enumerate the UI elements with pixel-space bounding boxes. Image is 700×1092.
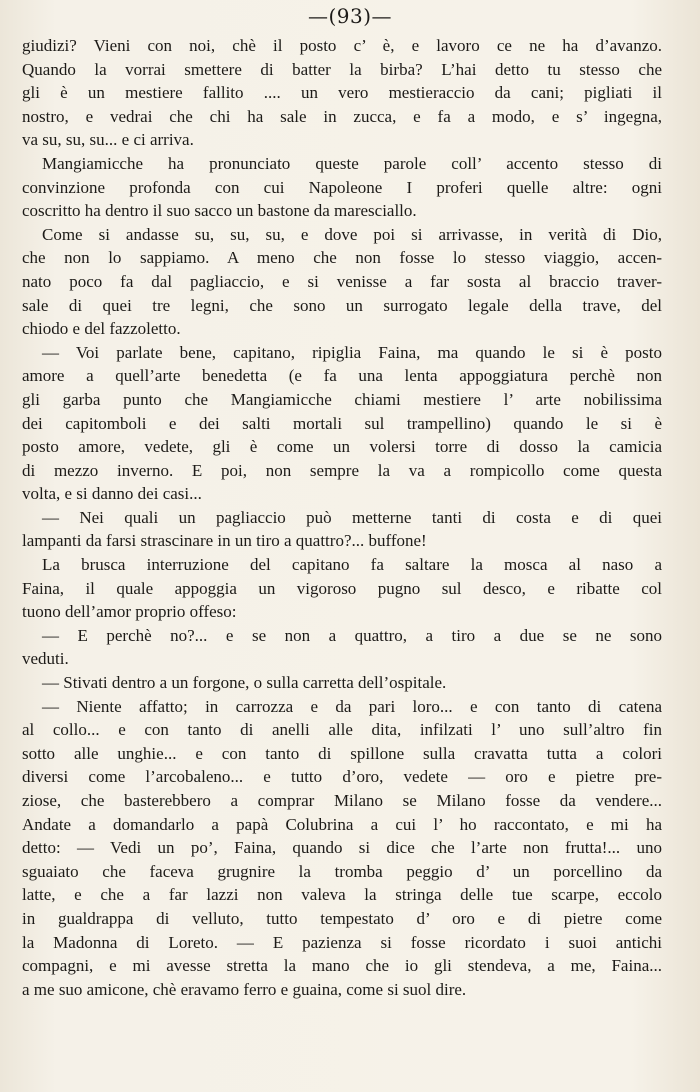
text-line: — Nei quali un pagliaccio può metterne tanti di costa e di quei [42,507,662,527]
text-line: gli è un mestiere fallito .... un vero mestieraccio da cani; pigliati il [22,83,662,103]
text-line: ziose, che basterebbero a comprar Milano se Milano fosse da vendere... [22,791,662,810]
text-line: latte, e che a far lazzi non valeva la stringa delle tue scarpe, eccolo [22,885,662,905]
text-line: sguaiato che faceva grugnire la tromba peggio d’ un porcellino da [22,861,662,881]
text-line: volta, e si danno dei casi... [22,484,202,504]
text-line: coscritto ha dentro il suo sacco un bastone da maresciallo. [22,201,417,221]
text-line: nato poco fa dal pagliaccio, e si venisse a far sosta al braccio traver- [22,271,662,291]
text-line: la Madonna di Loreto. — E pazienza si fosse ricordato i suoi antichi [22,932,662,952]
text-line: Faina, il quale appoggia un vigoroso pugno sul desco, e ribatte col [22,578,662,598]
text-line: al collo... e con tanto di anelli alle dita, infilzati l’ uno sull’altro fin [22,720,662,740]
text-line: Quando la vorrai smettere di batter la birba? L’hai detto tu stesso che [22,59,662,79]
text-line: — Stivati dentro a un forgone, o sulla carretta dell’ospitale. [42,673,447,693]
page-number: —(93)— [307,4,393,28]
text-line: gli garba punto che Mangiamicche chiami mestiere l’ arte nobilissima [22,389,662,409]
text-line: tuono dell’amor proprio offeso: [22,602,237,622]
text-line: Come si andasse su, su, su, e dove poi si arrivasse, in verità di Dio, [42,224,662,244]
text-line: in gualdrappa di velluto, tutto tempestato d’ oro e di pietre come [22,908,662,928]
text-line: posto amore, vedete, gli è come un volersi torre di dosso la camicia [22,437,662,457]
text-line: detto: — Vedi un po’, Faina, quando si dice che l’arte non frutta!... uno [22,838,662,858]
text-line: dei capitomboli e dei salti mortali sul trampellino) quando le si è [22,413,662,433]
text-line: diversi come l’arcobaleno... e tutto d’oro, vedete — oro e pietre pre- [22,767,662,787]
text-line: veduti. [22,649,69,669]
text-line: La brusca interruzione del capitano fa saltare la mosca al naso a [42,555,662,575]
text-line: nostro, e vedrai che chi ha sale in zucca, e fa a modo, e s’ ingegna, [22,106,662,126]
text-line: — Voi parlate bene, capitano, ripiglia Faina, ma quando le si è posto [42,342,662,362]
text-line: — Niente affatto; in carrozza e da pari loro... e con tanto di catena [42,696,662,716]
text-line: amore a quell’arte benedetta (e fa una lenta appoggiatura perchè non [22,366,662,386]
text-line: sotto alle unghie... e con tanto di spillone sulla cravatta tutta a colori [22,743,662,763]
text-line: sale di quei tre legni, che sono un surrogato legale della trave, del [22,295,662,315]
body-text [22,34,662,1001]
text-line: Mangiamicche ha pronunciato queste parole coll’ accento stesso di [42,153,662,173]
text-line: giudizi? Vieni con noi, chè il posto c’ è, e lavoro ce ne ha d’avanzo. [22,36,662,55]
text-line: di mezzo inverno. E poi, non sempre la va a rompicollo come questa [22,460,662,480]
text-line: compagni, e mi avesse stretta la mano che io gli stendeva, a me, Faina... [22,956,662,976]
text-line: — E perchè no?... e se non a quattro, a tiro a due se ne sono [42,625,662,645]
text-line: Andate a domandarlo a papà Colubrina a cui l’ ho raccontato, e mi ha [22,814,662,834]
text-line: convinzione profonda con cui Napoleone I proferi quelle altre: ogni [22,177,662,197]
text-line: a me suo amicone, chè eravamo ferro e guaina, come si suol dire. [22,979,467,999]
text-line: lampanti da farsi strascinare in un tiro a quattro?... buffone! [22,531,427,551]
text-line: chiodo e del fazzoletto. [22,319,181,339]
text-line: va su, su, su... e ci arriva. [22,130,194,150]
text-line: che non lo sappiamo. A meno che non fosse lo stesso viaggio, accen- [22,248,662,268]
